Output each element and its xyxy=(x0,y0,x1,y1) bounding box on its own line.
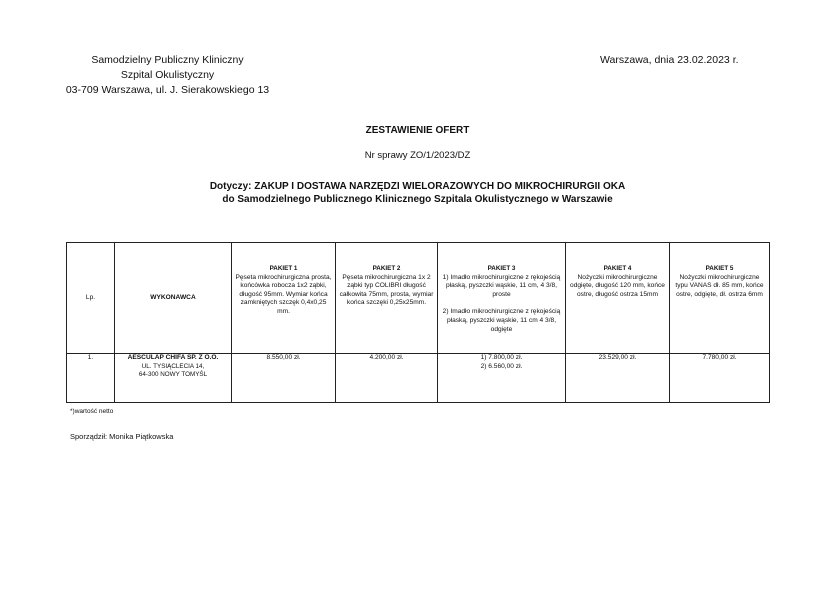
executor-street: UL. TYSIĄCLECIA 14, xyxy=(141,362,205,370)
package-3-value-1: 1) 7.800,00 zł. xyxy=(480,354,523,361)
case-number: Nr sprawy ZO/1/2023/DZ xyxy=(364,150,471,161)
col-header-executor: WYKONAWCA xyxy=(115,243,232,354)
row-executor xyxy=(115,354,232,403)
package-3-value-2: 2) 6.560,00 zł. xyxy=(480,362,523,370)
package-2-desc: Pęseta mikrochirurgiczna 1x 2 ząbki typ COLIBRI długość całkowita 75mm, prosta, wymiar końca szczęki 0,25x25mm. xyxy=(339,273,434,307)
table-header-row xyxy=(67,243,770,354)
footnote: *)wartość netto xyxy=(70,408,114,415)
package-3-name: PAKIET 3 xyxy=(487,265,516,272)
row-package-3-values xyxy=(438,354,566,403)
package-1-name: PAKIET 1 xyxy=(269,265,298,272)
col-header-package-3 xyxy=(438,243,566,354)
row-package-4-value: 23.529,00 zł. xyxy=(566,354,670,403)
package-2-name: PAKIET 2 xyxy=(372,265,401,272)
col-header-package-5 xyxy=(670,243,770,354)
col-header-package-1 xyxy=(232,243,336,354)
institution-address: 03-709 Warszawa, ul. J. Sierakowskiego 13 xyxy=(65,84,270,96)
prepared-by: Sporządził: Monika Piątkowska xyxy=(70,432,174,441)
package-1-desc: Pęseta mikrochirurgiczna prosta, końcówka robocza 1x2 ząbki, długość 95mm. Wymiar końca zamkniętych szczęk 0,4x0,25 mm. xyxy=(235,273,332,315)
col-header-package-4 xyxy=(566,243,670,354)
place-date: Warszawa, dnia 23.02.2023 r. xyxy=(600,54,739,66)
package-4-name: PAKIET 4 xyxy=(603,265,632,272)
subject-line-2: do Samodzielnego Publicznego Klinicznego Szpitala Okulistycznego w Warszawie xyxy=(222,194,613,205)
table-row xyxy=(67,354,770,403)
subject-line-1: Dotyczy: ZAKUP I DOSTAWA NARZĘDZI WIELORAZOWYCH DO MIKROCHIRURGII OKA xyxy=(209,181,626,192)
institution-name-line-1: Samodzielny Publiczny Kliniczny xyxy=(91,54,244,66)
package-4-desc: Nożyczki mikrochirurgiczne odgięte, długość 120 mm, końce ostre, długość ostrza 15mm xyxy=(570,273,665,298)
executor-city: 64-300 NOWY TOMYŚL xyxy=(138,371,208,379)
col-header-lp: Lp. xyxy=(67,243,115,354)
institution-header xyxy=(55,53,280,98)
row-lp: 1. xyxy=(67,354,115,403)
document-title: ZESTAWIENIE OFERT xyxy=(365,125,470,136)
offers-table xyxy=(66,242,770,403)
row-package-2-value: 4.200,00 zł. xyxy=(336,354,438,403)
subject xyxy=(0,180,835,206)
package-5-name: PAKIET 5 xyxy=(705,265,734,272)
package-5-desc: Nożyczki mikrochirurgiczne typu VANAS dł. 85 mm, końce ostre, odgięte, dł. ostrza 6mm xyxy=(675,273,764,298)
col-header-package-2 xyxy=(336,243,438,354)
row-package-5-value: 7.780,00 zł. xyxy=(670,354,770,403)
row-package-1-value: 8.550,00 zł. xyxy=(232,354,336,403)
package-3-desc-2: 2) Imadło mikrochirurgiczne z rękojeścią płaską, pyszczki wąskie, 11 cm 4 3/8, odgięte xyxy=(442,308,561,333)
executor-name: AESCULAP CHIFA SP. Z O.O. xyxy=(127,354,219,361)
package-3-desc-1: 1) Imadło mikrochirurgiczne z rękojeścią płaską, pyszczki wąskie, 11 cm, 4 3/8, proste xyxy=(442,273,561,298)
institution-name-line-2: Szpital Okulistyczny xyxy=(120,69,215,81)
